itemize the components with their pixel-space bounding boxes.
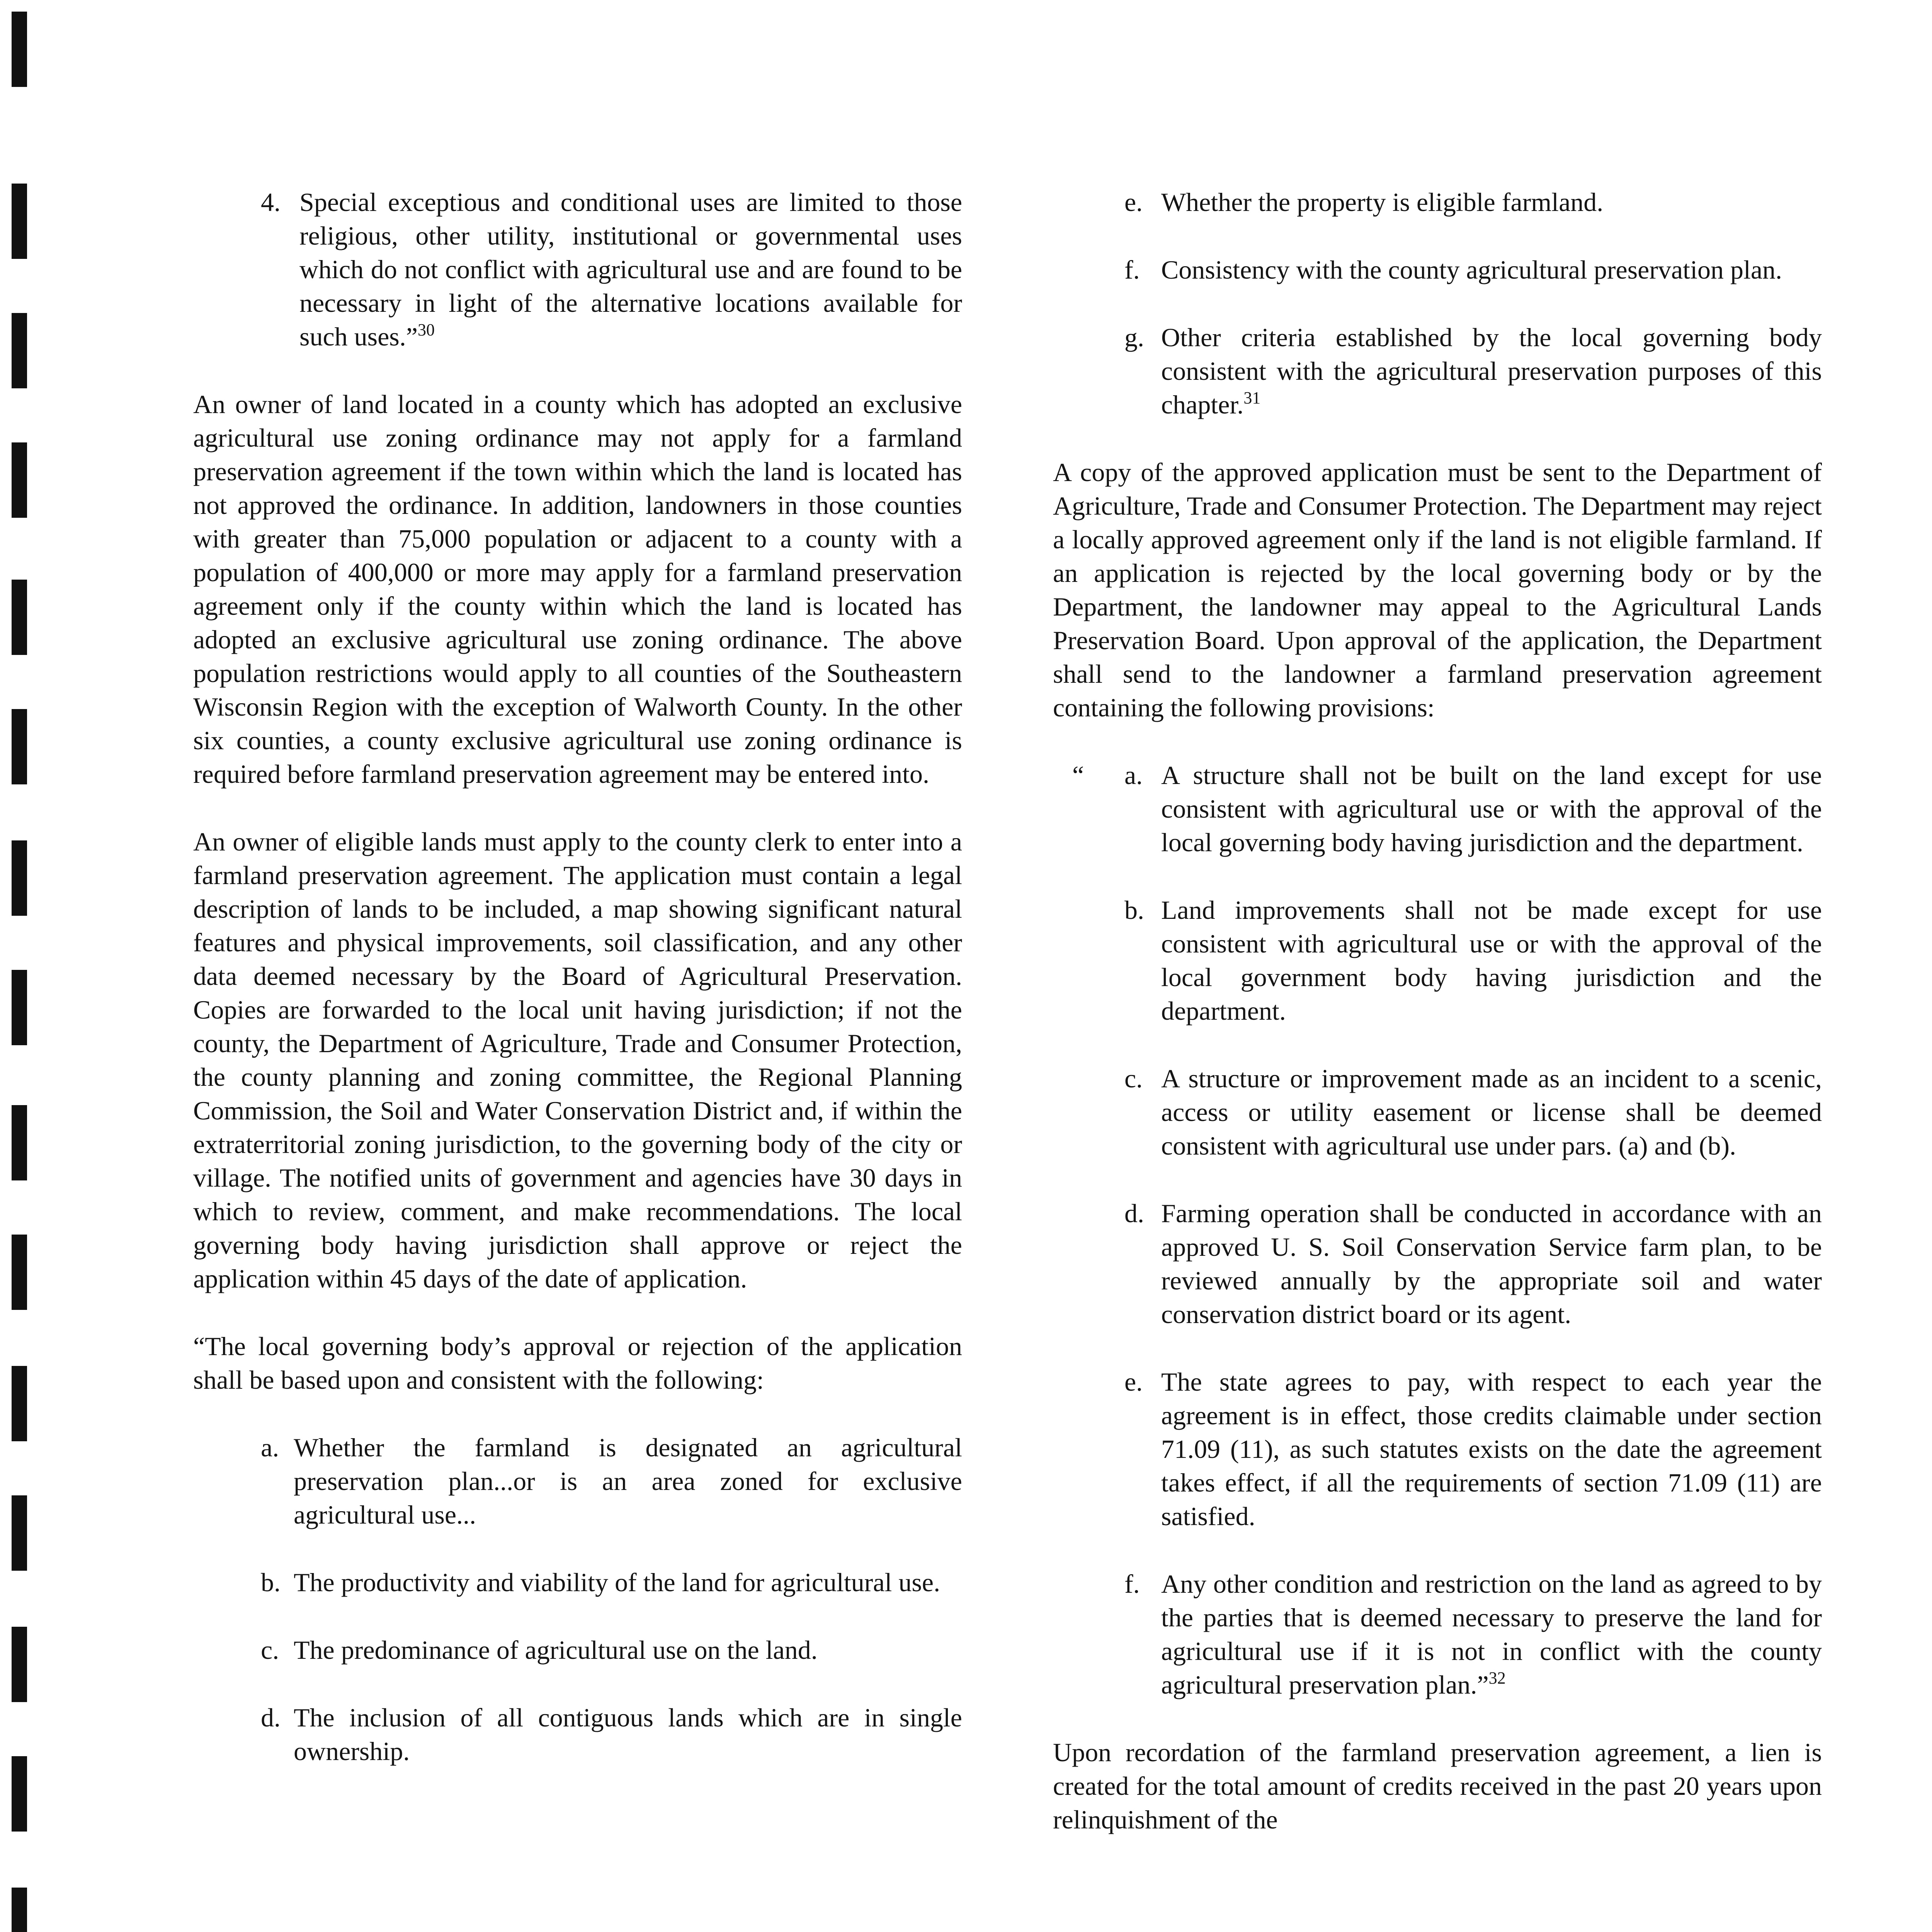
item-text: Whether the farmland is designated an agricultural preservation plan...or is an area zoned for exclusive agricultural use... (294, 1433, 962, 1529)
list-item (193, 1566, 962, 1599)
item-label: d. (1124, 1199, 1144, 1228)
binding-mark (12, 580, 27, 655)
left-column (193, 185, 962, 1802)
list-item (1053, 185, 1822, 219)
binding-mark (12, 840, 27, 916)
list-item (1053, 1567, 1822, 1702)
body-paragraph: A copy of the approved application must be sent to the Department of Agriculture, Trade and Consumer Protection. The Department may reject a locally approved agreement only if the land is not eligible farmland. If an application is rejected by the local governing body or by the Department, the landowner may appeal to the Agricultural Lands Preservation Board. Upon approval of the application, the Department shall send to the landowner a farmland preservation agreement containing the following provisions: (1053, 457, 1822, 722)
item-label: e. (1124, 1367, 1143, 1396)
binding-mark (12, 970, 27, 1045)
item-label: d. (261, 1703, 281, 1732)
open-quote: “ (1072, 760, 1084, 790)
item-label: f. (1124, 1569, 1140, 1599)
item-text: The inclusion of all contiguous lands which are in single ownership. (294, 1703, 962, 1766)
list-item (1053, 1365, 1822, 1533)
item-text: A structure shall not be built on the land except for use consistent with agricultural use or with the approval of the local governing body having jurisdiction and the department. (1161, 760, 1822, 857)
body-paragraph: An owner of eligible lands must apply to the county clerk to enter into a farmland preservation agreement. The application must contain a legal description of lands to be included, a map showing significant natural features and physical improvements, soil classification, and any other data deemed necessary by the Board of Agricultural Preservation. Copies are forwarded to the local unit having jurisdiction; if not the county, the Department of Agriculture, Trade and Consumer Protection, the county planning and zoning committee, the Regional Planning Commission, the Soil and Water Conservation District and, if within the extraterritorial zoning jurisdiction, to the governing body of the city or village. The notified units of government and agencies have 30 days in which to review, comment, and make recommendations. The local governing body having jurisdiction shall approve or reject the application within 45 days of the date of application. (193, 827, 962, 1293)
body-paragraph: An owner of land located in a county which has adopted an exclusive agricultural use zoning ordinance may not apply for a farmland preservation agreement if the town within which the land is located has not approved the ordinance. In addition, landowners in those counties with greater than 75,000 population or adjacent to a county with a population of 400,000 or more may apply for a farmland preservation agreement only if the county within which the land is located has adopted an exclusive agricultural use zoning ordinance. The above population restrictions would apply to all counties of the Southeastern Wisconsin Region with the exception of Walworth County. In the other six counties, a county exclusive agricultural use zoning ordinance is required before farmland preservation agreement may be entered into. (193, 389, 962, 789)
binding-mark (12, 1756, 27, 1832)
binding-mark (12, 1627, 27, 1702)
item-text: Consistency with the county agricultural preservation plan. (1161, 255, 1782, 284)
list-item (193, 1701, 962, 1768)
binding-mark (12, 1235, 27, 1310)
list-item (193, 1431, 962, 1532)
binding-mark (12, 1105, 27, 1180)
item-text: The state agrees to pay, with respect to each year the agreement is in effect, those credits claimable under section 71.09 (11), as such statutes exists on the date the agreement takes effect, if all the requirements of section 71.09 (11) are satisfied. (1161, 1367, 1822, 1531)
footnote-ref: 31 (1243, 388, 1261, 407)
item-label: a. (261, 1433, 279, 1462)
footnote-ref: 30 (417, 320, 435, 339)
item-text: The predominance of agricultural use on the land. (294, 1635, 818, 1665)
item-label: f. (1124, 255, 1140, 284)
binding-mark (12, 184, 27, 259)
list-item (1053, 893, 1822, 1028)
item-label: b. (1124, 895, 1144, 925)
item-text: Other criteria established by the local governing body consistent with the agricultural preservation purposes of this chapter. (1161, 323, 1822, 419)
list-item (193, 185, 962, 354)
binding-mark (12, 1495, 27, 1571)
item-label: b. (261, 1568, 281, 1597)
item-text: Special exceptious and conditional uses are limited to those religious, other utility, institutional or governmental uses which do not conflict with agricultural use and are found to be necessary in light of the alternative locations available for such uses.” (299, 187, 962, 351)
item-text: The productivity and viability of the land for agricultural use. (294, 1568, 940, 1597)
item-label: c. (1124, 1064, 1143, 1093)
list-item (193, 1633, 962, 1667)
list-item (1053, 253, 1822, 287)
body-paragraph: Upon recordation of the farmland preservation agreement, a lien is created for the total amount of credits received in the past 20 years upon relinquishment of the (1053, 1738, 1822, 1834)
item-text: Farming operation shall be conducted in accordance with an approved U. S. Soil Conservation Service farm plan, to be reviewed annually by the appropriate soil and water conservation district board or its agent. (1161, 1199, 1822, 1329)
list-item (1053, 759, 1822, 859)
list-item (1053, 1062, 1822, 1163)
item-label: c. (261, 1635, 279, 1665)
list-item (1053, 1197, 1822, 1331)
item-text: Any other condition and restriction on the land as agreed to by the parties that is deemed necessary to preserve the land for agricultural use if it is not in conflict with the county agricultural preservation plan.” (1161, 1569, 1822, 1699)
footnote-ref: 32 (1488, 1668, 1506, 1687)
item-label: 4. (261, 187, 281, 217)
binding-mark (12, 313, 27, 388)
item-text: A structure or improvement made as an incident to a scenic, access or utility easement or license shall be deemed consistent with agricultural use under pars. (a) and (b). (1161, 1064, 1822, 1160)
item-label: g. (1124, 323, 1144, 352)
list-item (1053, 321, 1822, 422)
body-paragraph: “The local governing body’s approval or rejection of the application shall be based upon and consistent with the following: (193, 1332, 962, 1395)
right-column (1053, 185, 1822, 1871)
item-text: Land improvements shall not be made except for use consistent with agricultural use or with the approval of the local government body having jurisdiction and the department. (1161, 895, 1822, 1026)
item-text: Whether the property is eligible farmland. (1161, 187, 1604, 217)
binding-mark (12, 442, 27, 518)
item-label: e. (1124, 187, 1143, 217)
binding-mark (12, 709, 27, 784)
binding-mark (12, 12, 27, 87)
binding-mark (12, 1888, 27, 1932)
item-label: a. (1124, 760, 1143, 790)
binding-mark (12, 1366, 27, 1441)
